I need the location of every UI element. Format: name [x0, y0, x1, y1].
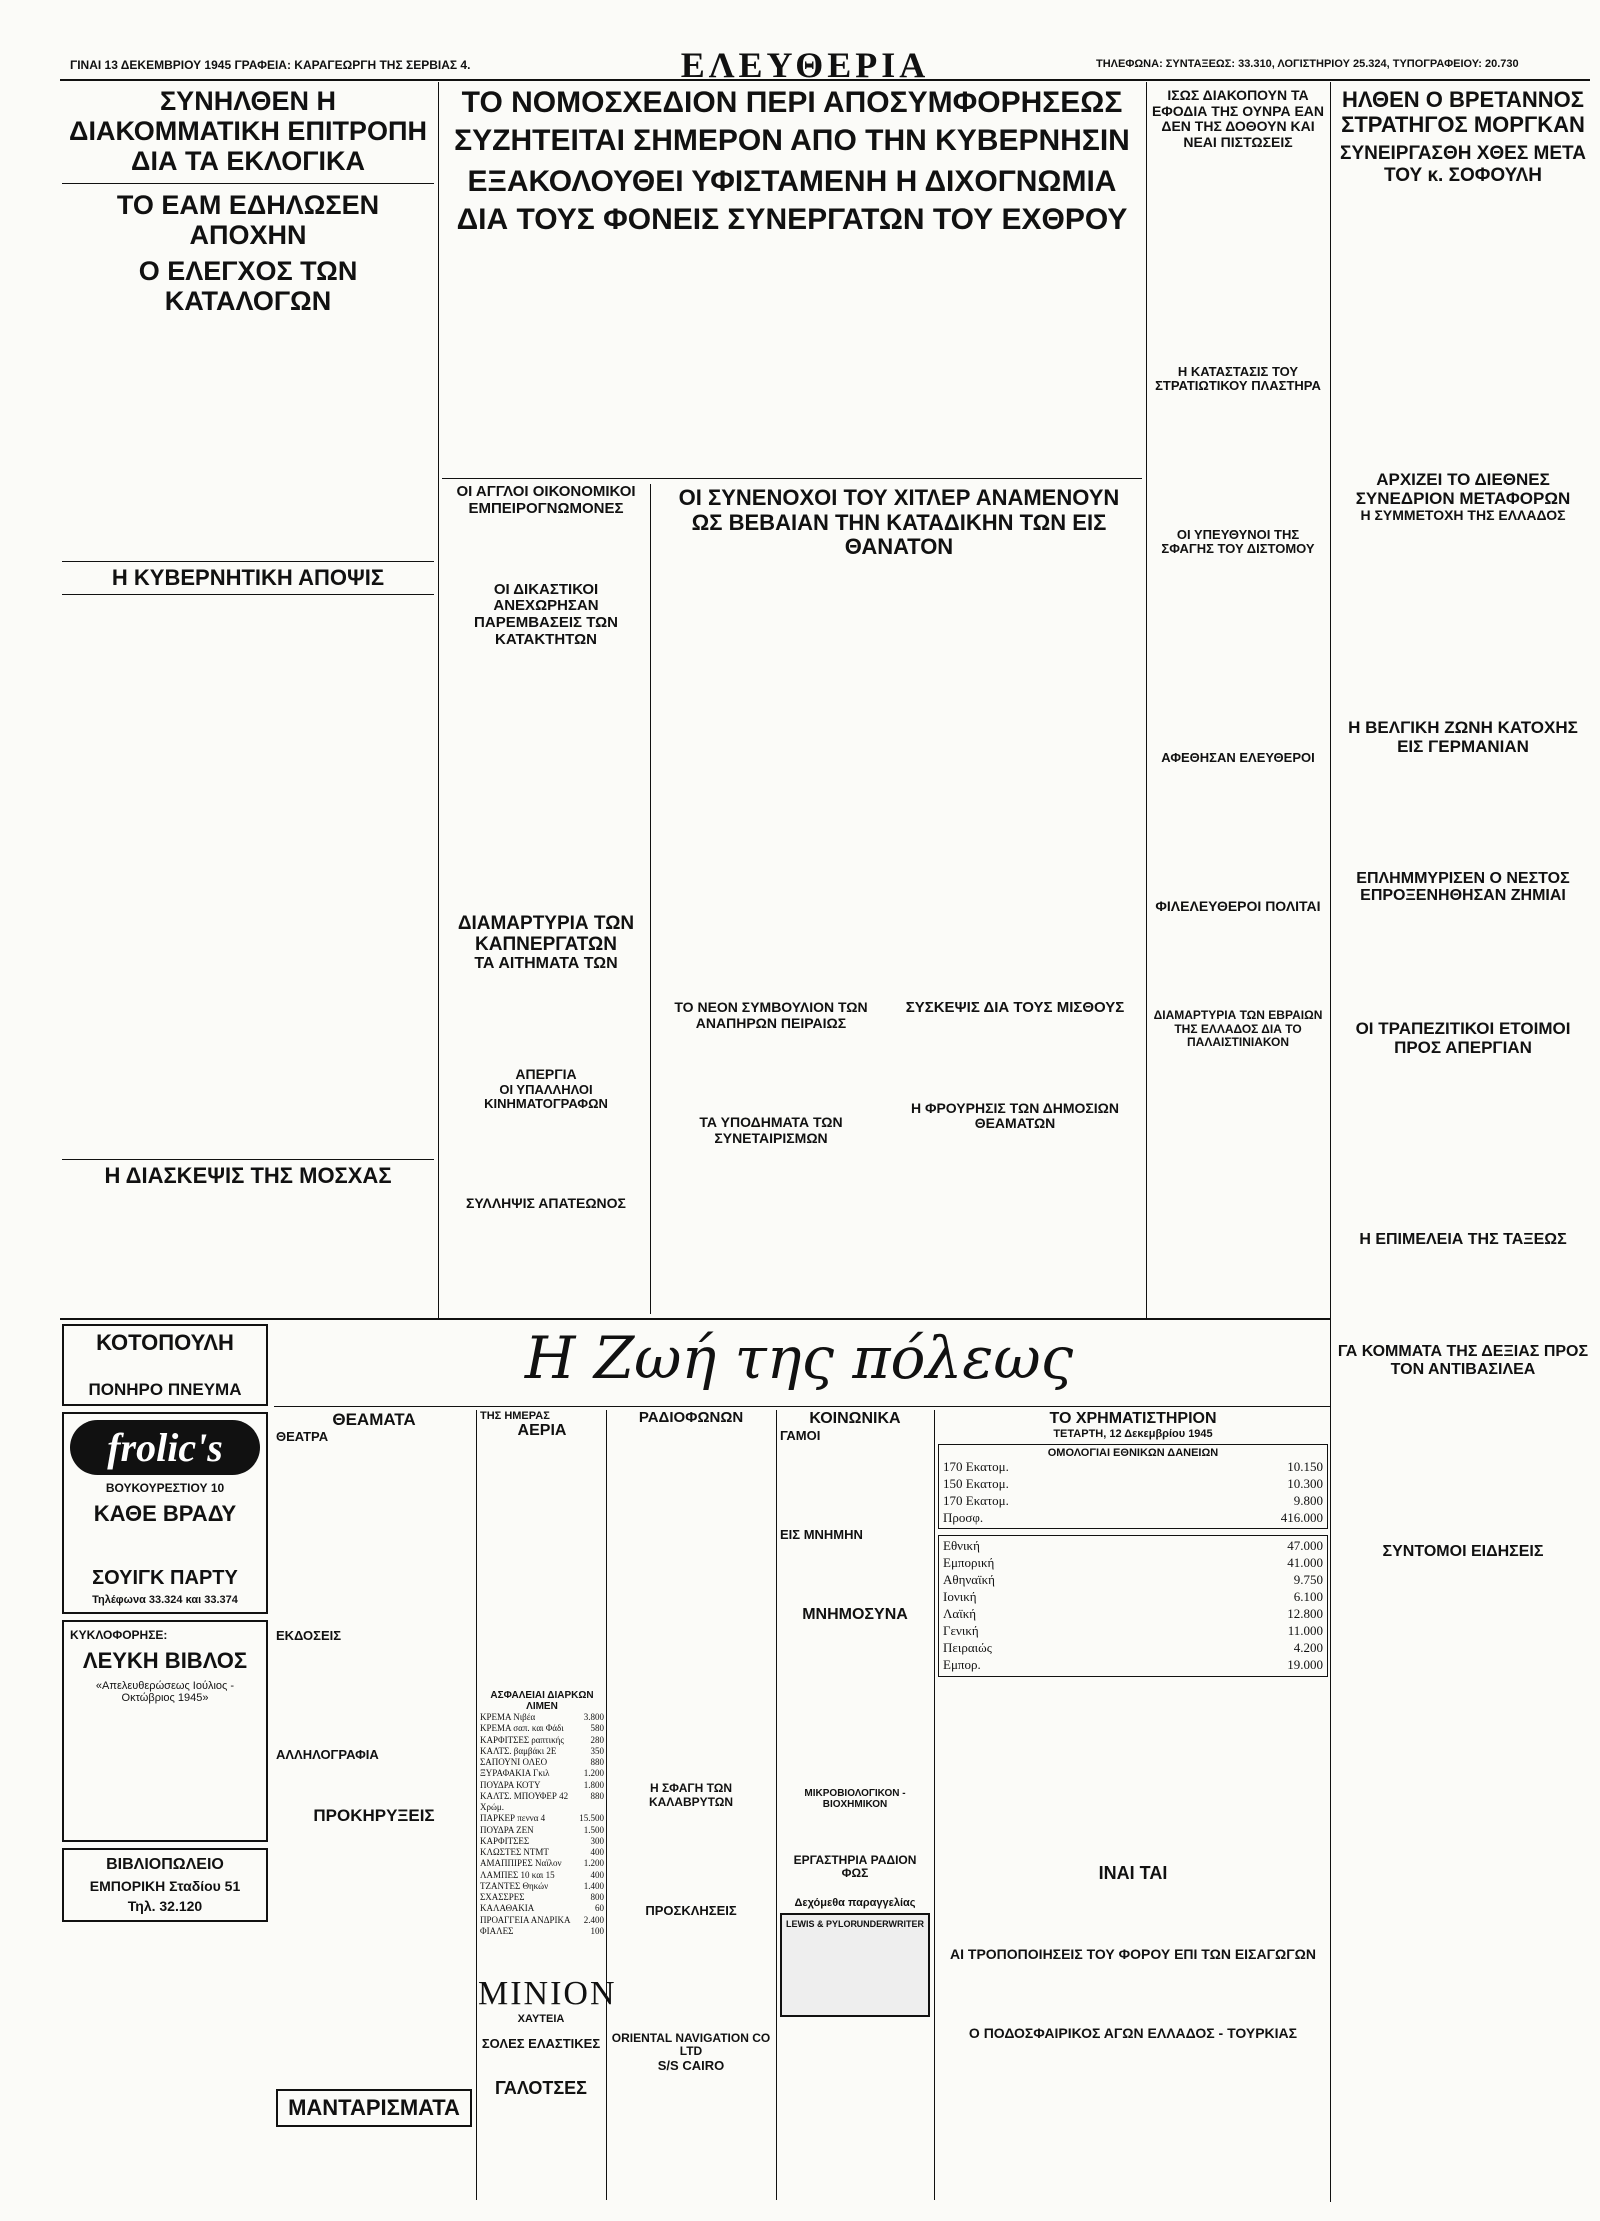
article-body [445, 1114, 647, 1194]
divider [62, 594, 434, 595]
headline-evraion: ΔΙΑΜΑΡΤΥΡΙΑ ΤΩΝ ΕΒΡΑΙΩΝ ΤΗΣ ΕΛΛΑΔΟΣ ΔΙΑ ΤΟ ΠΑΛΑΙΣΤΙΝΙΑΚΟΝ [1153, 1008, 1323, 1049]
divider [62, 183, 434, 184]
price-row [480, 1723, 604, 1734]
bond-label: 170 Εκατομ. [943, 1458, 1009, 1474]
price-value: 300 [590, 1835, 604, 1846]
headline-ounra: ΙΣΩΣ ΔΙΑΚΟΠΟΥΝ ΤΑ ΕΦΟΔΙΑ ΤΗΣ ΟΥΝΡΑ ΕΑΝ ΔΕΝ ΤΗΣ ΔΟΘΟΥΝ ΚΑΙ ΝΕΑΙ ΠΙΣΤΩΣΕΙΣ [1151, 87, 1325, 151]
article-body [1336, 758, 1590, 868]
aeria-column [480, 1410, 604, 1604]
ad-minion [478, 1975, 617, 2098]
price-value: 280 [590, 1734, 604, 1745]
stock-row [943, 1657, 1323, 1674]
price-value: 1.400 [583, 1880, 604, 1891]
stock-label: Εθνική [943, 1538, 980, 1554]
headline-eleftheroi: ΑΦΕΘΗΣΑΝ ΕΛΕΥΘΕΡΟΙ [1161, 749, 1315, 765]
stock-value: 11.000 [1287, 1622, 1323, 1638]
price-label: ΠΑΡΚΕΡ πεννα 4 [480, 1813, 546, 1824]
article-body [780, 1812, 930, 1852]
stock-value: 47.000 [1287, 1538, 1323, 1554]
price-row [480, 1892, 604, 1903]
article-body [610, 1920, 772, 2030]
article-body [780, 1626, 930, 1786]
section-theamata: ΘΕΑΜΑΤΑ [332, 1410, 416, 1429]
headline-sofouli: ΣΥΝΕΙΡΓΑΣΘΗ ΧΘΕΣ ΜΕΤΑ ΤΟΥ κ. ΣΟΦΟΥΛΗ [1340, 143, 1586, 186]
column-divider [476, 1410, 477, 2200]
lefki-kykloforise: ΚΥΚΛΟΦΟΡΗΣΕ: [70, 1628, 168, 1642]
stock-label: Εμπορ. [943, 1656, 981, 1672]
article-body [1150, 917, 1326, 1007]
stock-table [938, 1535, 1328, 1676]
price-row [480, 1858, 604, 1869]
price-label: ΤΖΑΝΤΕΣ Θηκών [480, 1880, 549, 1891]
price-row [480, 1847, 604, 1858]
price-list [480, 1690, 604, 1937]
price-rows [480, 1712, 604, 1937]
article-body [445, 254, 1140, 474]
section-koinonika: ΚΟΙΝΩΝΙΚΑ [809, 1410, 901, 1427]
frolics-kathe-vrady: ΚΑΘΕ ΒΡΑΔΥ [93, 1501, 237, 1526]
price-value: 400 [590, 1869, 604, 1880]
headline-elegxos: Ο ΕΛΕΓΧΟΣ ΤΩΝ ΚΑΤΑΛΟΓΩΝ [138, 256, 358, 317]
article-body [656, 562, 1142, 1002]
section-agglon: ΟΙ ΑΓΓΛΟΙ ΟΙΚΟΝΟΜΙΚΟΙ ΕΜΠΕΙΡΟΓΝΩΜΟΝΕΣ [456, 483, 636, 517]
price-row [480, 1735, 604, 1746]
article-body [610, 1429, 772, 1779]
divider [60, 1318, 1330, 1320]
article-body [1336, 907, 1590, 1017]
article-body [780, 1445, 930, 1525]
ad-ergastiria: ΕΡΓΑΣΤΗΡΙΑ ΡΑΔΙΟΝ ΦΩΣ [793, 1852, 917, 1881]
article-body [445, 520, 647, 580]
ads-column [62, 1324, 268, 1922]
bond-table-title: ΟΜΟΛΟΓΙΑΙ ΕΘΝΙΚΩΝ ΔΑΝΕΙΩΝ [1047, 1446, 1219, 1459]
city-life-banner [274, 1324, 1324, 1404]
ad-soles: ΣΟΛΕΣ ΕΛΑΣΤΙΚΕΣ [481, 2036, 601, 2051]
vivliopoleio-name: ΒΙΒΛΙΟΠΩΛΕΙΟ [106, 1856, 224, 1873]
ad-mantarismata: ΜΑΝΤΑΡΙΣΜΑΤΑ [276, 2089, 472, 2127]
radio-column [610, 1410, 772, 2073]
city-life-title: Η Ζωή της πόλεως [524, 1324, 1074, 1392]
headline-dixognomia: ΕΞΑΚΟΛΟΥΘΕΙ ΥΦΙΣΤΑΜΕΝΗ Η ΔΙΧΟΓΝΩΜΙΑ [467, 165, 1117, 199]
price-label: ΣΧΑΣΣΡΕΣ [480, 1892, 525, 1902]
article-body [1336, 188, 1590, 468]
price-label: ΚΑΛΤΣ. βαμβάκι 2Ε [480, 1745, 557, 1756]
section-kalavryton: Η ΣΦΑΓΗ ΤΩΝ ΚΑΛΑΒΡΥΤΩΝ [648, 1780, 734, 1809]
section-dikastikoi: ΟΙ ΔΙΚΑΣΤΙΚΟΙ ΑΝΕΧΩΡΗΣΑΝ ΠΑΡΕΜΒΑΣΕΙΣ ΤΩΝ ΚΑΤΑΚΤΗΤΩΝ [474, 580, 618, 648]
headline-foneis: ΔΙΑ ΤΟΥΣ ΦΟΝΕΙΣ ΣΥΝΕΡΓΑΤΩΝ ΤΟΥ ΕΧΘΡΟΥ [456, 202, 1128, 236]
masthead-phones: ΤΗΛΕΦΩΝΑ: ΣΥΝΤΑΞΕΩΣ: 33.310, ΛΟΓΙΣΤΗΡΙΟΥ 25.324, ΤΥΠΟΓΡΑΦΕΙΟΥ: 20.730 [1096, 58, 1519, 70]
price-label: ΚΑΡΦΙΤΣΕΣ [480, 1835, 530, 1846]
frolics-phone: Τηλέφωνα 33.324 και 33.374 [92, 1594, 238, 1606]
article-body [938, 1964, 1328, 2024]
section-theatra: ΘΕΑΤΡΑ [276, 1429, 329, 1445]
article-body [276, 1645, 472, 1745]
section-kyvernitiki: Η ΚΥΒΕΡΝΗΤΙΚΗ ΑΠΟΨΙΣ [111, 564, 385, 590]
stock-value: 41.000 [1287, 1555, 1323, 1571]
section-moscow: Η ΔΙΑΣΚΕΨΙΣ ΤΗΣ ΜΟΣΧΑΣ [104, 1163, 392, 1189]
section-radiofonon: ΡΑΔΙΟΦΩΝΩΝ [638, 1409, 744, 1426]
article-body [62, 597, 434, 1157]
section-allilografia: ΑΛΛΗΛΟΓΡΑΦΙΑ [276, 1747, 379, 1763]
minion-sub: ΧΑΥΤΕΙΑ [517, 2013, 565, 2025]
section-aeria: ΑΕΡΙΑ [517, 1422, 567, 1439]
ad-dexomaste: Δεχόμεθα παραγγελίας [794, 1896, 916, 1909]
headline-trapezitikoi: ΟΙ ΤΡΑΠΕΖΙΤΙΚΟΙ ΕΤΟΙΜΟΙ ΠΡΟΣ ΑΠΕΡΓΙΑΝ [1355, 1019, 1571, 1058]
price-label: ΠΟΥΔΡΑ ΚΟΤΥ [480, 1779, 541, 1790]
headline-diakommatiki: ΣΥΝΗΛΘΕΝ Η ΔΙΑΚΟΜΜΑΤΙΚΗ ΕΠΙΤΡΟΠΗ ΔΙΑ ΤΑ ΕΚΛΟΓΙΚΑ [69, 86, 427, 177]
article-body [780, 1544, 930, 1604]
section-anapiron-block [656, 1000, 886, 1271]
price-label: ΠΟΥΔΡΑ ΖΕΝ [480, 1824, 534, 1835]
stock-row [943, 1555, 1323, 1572]
article-body [656, 1149, 886, 1269]
section-xrimatistirion: ΤΟ ΧΡΗΜΑΤΙΣΤΗΡΙΟΝ [1049, 1410, 1217, 1427]
price-value: 400 [590, 1847, 604, 1857]
price-row [480, 1813, 604, 1824]
price-label: ΑΜΑΠΠΙΡΕΣ Ναϊλον [480, 1858, 562, 1869]
headline-nomosxedion: ΤΟ ΝΟΜΟΣΧΕΔΙΟΝ ΠΕΡΙ ΑΠΟΣΥΜΦΟΡΗΣΕΩΣ [461, 86, 1123, 119]
masthead-rule [60, 79, 1590, 81]
stock-label: Ιονική [943, 1589, 977, 1605]
bond-value: 10.150 [1287, 1458, 1323, 1474]
price-row [480, 1903, 604, 1914]
masthead [0, 0, 1600, 85]
price-row [480, 1712, 604, 1723]
column-divider [650, 484, 651, 1314]
ad-inai-tai: ΙΝΑΙ ΤΑΙ [1098, 1862, 1168, 1883]
price-value: 580 [590, 1723, 604, 1734]
section-apergia: ΑΠΕΡΓΙΑ [515, 1066, 577, 1083]
section-aitimata: ΤΑ ΑΙΤΗΜΑΤΑ ΤΩΝ [474, 955, 618, 973]
bond-row [943, 1510, 1323, 1527]
divider [62, 561, 434, 562]
headline-symmetoxi: Η ΣΥΜΜΕΤΟΧΗ ΤΗΣ ΕΛΛΑΔΟΣ [1360, 506, 1566, 523]
stock-label: Αθηναϊκή [943, 1572, 995, 1588]
price-label: ΠΡΟΑΓΓΕΙΑ ΑΝΔΡΙΚΑ [480, 1914, 571, 1925]
stock-row [943, 1623, 1323, 1640]
stock-value: 19.000 [1287, 1656, 1323, 1672]
price-value: 1.200 [583, 1768, 604, 1779]
bond-row [943, 1459, 1323, 1476]
stock-value: 12.800 [1287, 1606, 1323, 1622]
stock-row [943, 1606, 1323, 1623]
stock-value: 6.100 [1293, 1589, 1323, 1605]
headline-eam: ΤΟ ΕΑΜ ΕΔΗΛΩΣΕΝ ΑΠΟΧΗΝ [116, 189, 380, 250]
ad-underwriter: UNDERWRITER [856, 1918, 924, 1929]
price-row [480, 1791, 604, 1814]
section-thematon: Η ΦΡΟΥΡΗΣΙΣ ΤΩΝ ΔΗΜΟΣΙΩΝ ΘΕΑΜΑΤΩΝ [910, 1099, 1120, 1132]
column-divider [1330, 82, 1331, 2202]
stock-value: 9.750 [1293, 1572, 1323, 1588]
price-row [480, 1825, 604, 1836]
price-row [480, 1780, 604, 1791]
price-value: 15.500 [579, 1813, 604, 1824]
article-body [1336, 1381, 1590, 1541]
article-body [276, 1764, 472, 1804]
article-body [1150, 767, 1326, 897]
section-prokirixeis: ΠΡΟΚΗΡΥΞΕΙΣ [313, 1806, 435, 1826]
stock-row [943, 1572, 1323, 1589]
section-mnimosyna: ΜΝΗΜΟΣΥΝΑ [802, 1605, 908, 1623]
section-proskliseis: ΠΡΟΣΚΛΗΣΕΙΣ [645, 1902, 737, 1918]
ad-lewis: LEWIS & PYLOR [786, 1918, 858, 1929]
headline-hitler: ΟΙ ΣΥΝΕΝΟΧΟΙ ΤΟΥ ΧΙΤΛΕΡ ΑΝΑΜΕΝΟΥΝ [678, 485, 1120, 510]
hitler-headline-block [656, 486, 1142, 1004]
article-body [1150, 1051, 1326, 1251]
article-body [1150, 396, 1326, 526]
price-row [480, 1757, 604, 1768]
price-row [480, 1768, 604, 1779]
stock-row [943, 1538, 1323, 1555]
stock-label: Γενική [943, 1622, 979, 1638]
stock-label: Εμπορική [943, 1555, 995, 1571]
vivliopoleio-sub: ΕΜΠΟΡΙΚΗ Σταδίου 51 [89, 1878, 241, 1894]
headline-velgiki: Η ΒΕΛΓΙΚΗ ΖΩΝΗ ΚΑΤΟΧΗΣ ΕΙΣ ΓΕΡΜΑΝΙΑΝ [1348, 717, 1578, 756]
headline-nestos: ΕΠΛΗΜΜΥΡΙΣΕΝ Ο ΝΕΣΤΟΣ ΕΠΡΟΞΕΝΗΘΗΣΑΝ ΖΗΜΙΑΙ [1356, 869, 1570, 905]
price-row [480, 1926, 604, 1937]
price-label: ΣΑΠΟΥΝΙ ΟΛΕΟ [480, 1757, 548, 1767]
ad-galotses: ΓΑΛΟΤΣΕΣ [495, 2077, 587, 2098]
price-row [480, 1746, 604, 1757]
column-divider [934, 1410, 935, 2200]
article-body [1150, 153, 1326, 363]
stock-value: 4.200 [1293, 1639, 1323, 1655]
bond-label: Προσφ. [943, 1509, 984, 1525]
headline-syntomoi: ΣΥΝΤΟΜΟΙ ΕΙΔΗΣΕΙΣ [1382, 1543, 1544, 1561]
section-anapiron: ΤΟ ΝΕΟΝ ΣΥΜΒΟΥΛΙΟΝ ΤΩΝ ΑΝΑΠΗΡΩΝ ΠΕΙΡΑΙΩΣ [674, 999, 868, 1031]
bond-table [938, 1444, 1328, 1530]
minion-title: ΜΙΝΙΟΝ [478, 1975, 617, 2012]
stock-rows [943, 1538, 1323, 1673]
stock-label: Πειραιώς [943, 1639, 992, 1655]
price-value: 3.800 [583, 1712, 604, 1722]
section-apateonos: ΣΥΛΛΗΨΙΣ ΑΠΑΤΕΩΝΟΣ [466, 1194, 626, 1211]
column-divider [438, 82, 439, 1320]
divider [442, 478, 1142, 479]
center-subcolumn-left [445, 484, 647, 1276]
ad-kotopouli-name: ΚΟΤΟΠΟΥΛΗ [96, 1330, 234, 1355]
bond-value: 10.300 [1287, 1475, 1323, 1491]
headline-fileleftheroi: ΦΙΛΕΛΕΥΘΕΡΟΙ ΠΟΛΙΤΑΙ [1155, 898, 1321, 915]
article-body [656, 1033, 886, 1113]
price-row [480, 1915, 604, 1926]
ad-mikroviologikon: ΜΙΚΡΟΒΙΟΛΟΓΙΚΟΝ - ΒΙΟΧΗΜΙΚΟΝ [804, 1787, 906, 1810]
article-body [610, 1811, 772, 1901]
section-gamoi: ΓΑΜΟΙ [780, 1427, 821, 1443]
article-body [276, 1446, 472, 1626]
stock-row [943, 1589, 1323, 1606]
price-label: ΚΡΕΜΑ Νιβέα [480, 1712, 536, 1722]
bond-value: 9.800 [1293, 1492, 1323, 1508]
stock-label: Λαϊκή [943, 1606, 977, 1622]
price-label: ΚΡΕΜΑ σαπ. και Φάδι [480, 1723, 564, 1734]
price-row [480, 1836, 604, 1847]
price-value: 350 [590, 1745, 604, 1756]
article-body [445, 1214, 647, 1274]
ad-typewriter-image [780, 1913, 930, 2017]
masthead-date-line: ΓΙΝΑΙ 13 ΔΕΚΕΜΒΡΙΟΥ 1945 ΓΡΑΦΕΙΑ: ΚΑΡΑΓΕΩΡΓΗ ΤΗΣ ΣΕΡΒΙΑΣ 4. [70, 58, 471, 72]
article-body [445, 651, 647, 911]
headline-distomou: ΟΙ ΥΠΕΥΘΥΝΟΙ ΤΗΣ ΣΦΑΓΗΣ ΤΟΥ ΔΙΣΤΟΜΟΥ [1161, 526, 1315, 557]
vivliopoleio-phone: Τηλ. 32.120 [127, 1898, 203, 1914]
frolics-address: ΒΟΥΚΟΥΡΕΣΤΙΟΥ 10 [105, 1481, 225, 1495]
article-body [890, 1134, 1140, 1264]
section-eis-mnimin: ΕΙΣ ΜΝΗΜΗΝ [780, 1526, 863, 1542]
article-body [938, 2044, 1328, 2114]
section-misthous: ΣΥΣΚΕΨΙΣ ΔΙΑ ΤΟΥΣ ΜΙΣΘΟΥΣ [905, 999, 1125, 1016]
frolics-logo: frolic's [70, 1420, 260, 1475]
ad-vivliopoleio [62, 1848, 268, 1922]
price-list-title: ΑΣΦΑΛΕΙΑΙ ΔΙΑΡΚΩΝ ΛΙΜΕΝ [490, 1690, 594, 1712]
bond-label: 170 Εκατομ. [943, 1492, 1009, 1508]
article-body [276, 1827, 472, 2087]
newspaper-title: ΕΛΕΥΘΕΡΙΑ [680, 45, 930, 85]
price-row [480, 1881, 604, 1892]
price-label: ΛΑΜΠΕΣ 10 και 15 [480, 1869, 555, 1880]
xrimatistirion-column [938, 1410, 1328, 2116]
bond-row [943, 1493, 1323, 1510]
price-value: 100 [590, 1925, 604, 1936]
lefki-vivlos-sub: «Απελευθερώσεως Ιούλιος - Οκτώβριος 1945» [95, 1680, 235, 1704]
ad-spacer [70, 1704, 260, 1834]
price-label: ΚΑΛΤΣ. ΜΠΟΥΦΕΡ 42 Χρώμ. [480, 1790, 569, 1812]
price-value: 1.800 [583, 1779, 604, 1790]
article-body [890, 1019, 1140, 1099]
price-row [480, 1870, 604, 1881]
center-article [445, 252, 1140, 472]
column-divider [606, 1410, 607, 2200]
koinonika-column [780, 1410, 930, 2017]
ad-kotopouli-show: ΠΟΝΗΡΟ ΠΝΕΥΜΑ [88, 1380, 242, 1399]
section-ypodimata: ΤΑ ΥΠΟΔΗΜΑΤΑ ΤΩΝ ΣΥΝΕΤΑΙΡΙΣΜΩΝ [699, 1114, 843, 1147]
section-ekdoseis: ΕΚΔΟΣΕΙΣ [276, 1628, 342, 1644]
ad-lefki-vivlos [62, 1620, 268, 1842]
headline-synedrion: ΑΡΧΙΖΕΙ ΤΟ ΔΙΕΘΝΕΣ ΣΥΝΕΔΡΙΟΝ ΜΕΤΑΦΟΡΩΝ [1355, 469, 1571, 508]
bond-rows [943, 1459, 1323, 1527]
article-body [1336, 1563, 1590, 1753]
ad-kotopouli [62, 1324, 268, 1406]
article-body [938, 1679, 1328, 1859]
lefki-vivlos-title: ΛΕΥΚΗ ΒΙΒΛΟΣ [82, 1648, 248, 1673]
section-kapnergaton: ΔΙΑΜΑΡΤΥΡΙΑ ΤΩΝ ΚΑΠΝΕΡΓΑΤΩΝ [457, 912, 635, 956]
article-body [445, 975, 647, 1065]
ad-sis-cairo: S/S CAIRO [657, 2057, 725, 2073]
frolics-swing-party: ΣΟΥΙΓΚ ΠΑΡΤΥ [92, 1567, 238, 1589]
price-value: 800 [590, 1892, 604, 1902]
price-label: ΚΑΡΦΙΤΣΕΣ ραπτικής [480, 1734, 564, 1745]
price-value: 1.200 [583, 1858, 604, 1869]
article-body [480, 1442, 604, 1602]
headline-podosfairikos: Ο ΠΟΔΟΣΦΑΙΡΙΚΟΣ ΑΓΩΝ ΕΛΛΑΔΟΣ - ΤΟΥΡΚΙΑΣ [968, 2025, 1298, 2042]
headline-morgan: ΗΛΘΕΝ Ο ΒΡΕΤΑΝΝΟΣ ΣΤΡΑΤΗΓΟΣ ΜΟΡΓΚΑΝ [1341, 87, 1585, 137]
article-body [1336, 526, 1590, 716]
ad-frolics [62, 1412, 268, 1614]
price-label: ΦΙΑΛΕΣ [480, 1925, 514, 1936]
headline-dexias: ΓΑ ΚΟΜΜΑΤΑ ΤΗΣ ΔΕΞΙΑΣ ΠΡΟΣ ΤΟΝ ΑΝΤΙΒΑΣΙΛΕΑ [1337, 1343, 1589, 1379]
price-label: ΞΥΡΑΦΑΚΙΑ Γκιλ [480, 1768, 550, 1779]
column-left [62, 86, 434, 1435]
divider [62, 1159, 434, 1160]
bond-label: 150 Εκατομ. [943, 1475, 1009, 1491]
headline-syzitetai: ΣΥΖΗΤΕΙΤΑΙ ΣΗΜΕΡΟΝ ΑΠΟ ΤΗΝ ΚΥΒΕΡΝΗΣΙΝ [454, 123, 1130, 157]
theamata-column [276, 1410, 472, 2127]
column-right [1336, 88, 1590, 1755]
section-misthous-block [890, 1000, 1140, 1266]
article-body [1336, 1059, 1590, 1229]
price-value: 1.500 [583, 1824, 604, 1835]
bond-row [943, 1476, 1323, 1493]
center-headlines [442, 86, 1142, 236]
price-value: 60 [595, 1903, 604, 1914]
price-label: ΚΑΛΑΘΑΚΙΑ [480, 1903, 535, 1914]
article-body [1336, 1251, 1590, 1341]
price-value: 2.400 [583, 1914, 604, 1925]
price-value: 880 [590, 1757, 604, 1767]
divider [274, 1406, 1330, 1407]
article-body [62, 319, 434, 559]
price-value: 880 [590, 1790, 604, 1801]
article-body [1150, 559, 1326, 749]
headline-thanaton: ΩΣ ΒΕΒΑΙΑΝ ΤΗΝ ΚΑΤΑΔΙΚΗΝ ΤΩΝ ΕΙΣ ΘΑΝΑΤΟΝ [691, 509, 1107, 560]
column-three [1150, 88, 1326, 1253]
headline-tropopoiiseis: ΑΙ ΤΡΟΠΟΠΟΙΗΣΕΙΣ ΤΟΥ ΦΟΡΟΥ ΕΠΙ ΤΩΝ ΕΙΣΑΓΩΓΩΝ [950, 1945, 1316, 1962]
stock-row [943, 1640, 1323, 1657]
bond-value: 416.000 [1280, 1509, 1323, 1525]
section-tis-imeras: ΤΗΣ ΗΜΕΡΑΣ [480, 1410, 550, 1422]
column-divider [776, 1410, 777, 2200]
xrimatistirion-date: ΤΕΤΑΡΤΗ, 12 Δεκεμβρίου 1945 [1053, 1427, 1213, 1440]
headline-taxeos: Η ΕΠΙΜΕΛΕΙΑ ΤΗΣ ΤΑΞΕΩΣ [1359, 1231, 1567, 1249]
column-divider [1146, 82, 1147, 1320]
article-body [938, 1885, 1328, 1945]
ad-oriental: ORIENTAL NAVIGATION CO LTD [611, 2030, 771, 2059]
headline-plastira: Η ΚΑΤΑΣΤΑΣΙΣ ΤΟΥ ΣΤΡΑΤΙΩΤΙΚΟΥ ΠΛΑΣΤΗΡΑ [1155, 363, 1321, 394]
price-label: ΚΛΩΣΤΕΣ ΝΤΜΤ [480, 1847, 549, 1857]
section-kinimatografon: ΟΙ ΥΠΑΛΛΗΛΟΙ ΚΙΝΗΜΑΤΟΓΡΑΦΩΝ [484, 1081, 608, 1112]
